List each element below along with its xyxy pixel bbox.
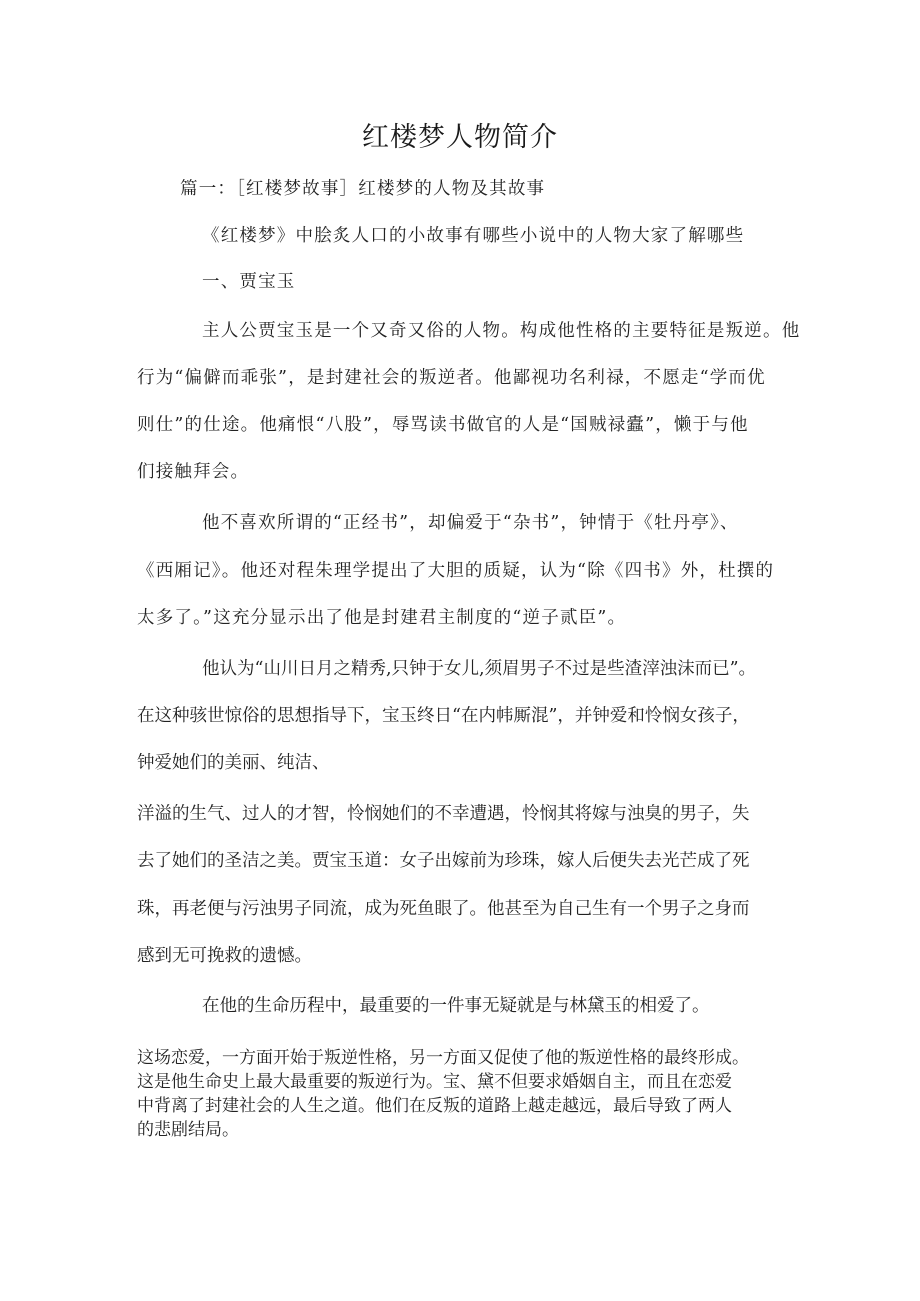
final-paragraph-line-3: 中背离了封建社会的人生之道。他们在反叛的道路上越走越远，最后导致了两人 [137,1096,732,1116]
paragraph-3-line-2: 在这种骇世惊俗的思想指导下，宝玉终日“在内帏厮混”，并钟爱和怜悯女孩子， [137,706,750,726]
final-paragraph-line-2: 这是他生命史上最大最重要的叛逆行为。宝、黛不但要求婚姻自主，而且在恋爱 [137,1072,732,1092]
paragraph-2-line-3: 太多了。”这充分显示出了他是封建君主制度的“逆子贰臣”。 [137,608,627,628]
paragraph-1-line-4: 们接触拜会。 [137,462,250,482]
final-paragraph-line-1: 这场恋爱，一方面开始于叛逆性格，另一方面又促使了他的叛逆性格的最终形成。 [137,1048,749,1068]
intro-line: 《红楼梦》中脍炙人口的小故事有哪些小说中的人物大家了解哪些 [202,226,745,246]
paragraph-3-line-4: 洋溢的生气、过人的才智，怜悯她们的不幸遭遇，怜悯其将嫁与浊臭的男子，失 [137,804,750,824]
paragraph-4-line-1: 在他的生命历程中，最重要的一件事无疑就是与林黛玉的相爱了。 [202,996,710,1016]
section-heading: 一、贾宝玉 [202,272,296,292]
final-paragraph [137,1046,805,1142]
paragraph-2-line-1: 他不喜欢所谓的“正经书”，却偏爱于“杂书”，钟情于《牡丹亭》、 [202,513,739,533]
paragraph-3-line-5: 去了她们的圣洁之美。贾宝玉道：女子出嫁前为珍珠，嫁人后便失去光芒成了死 [137,851,750,871]
paragraph-1-line-1: 主人公贾宝玉是一个又奇又俗的人物。构成他性格的主要特征是叛逆。他 [202,321,801,341]
paragraph-3-line-3: 钟爱她们的美丽、纯洁、 [137,753,330,773]
final-paragraph-line-4: 的悲剧结局。 [137,1120,239,1140]
paragraph-2-line-2: 《西厢记》。他还对程朱理学提出了大胆的质疑，认为“除《四书》外，杜撰的 [137,561,775,581]
paragraph-3-line-6: 珠，再老便与污浊男子同流，成为死鱼眼了。他甚至为自己生有一个男子之身而 [137,899,750,919]
paragraph-3-line-7: 感到无可挽救的遗憾。 [137,946,312,966]
paragraph-1-line-3: 则仕”的仕途。他痛恨“八股”，辱骂读书做官的人是“国贼禄蠹”，懒于与他 [137,415,749,435]
chapter-heading: 篇一：［红楼梦故事］红楼梦的人物及其故事 [180,179,546,199]
page-title: 红楼梦人物简介 [362,122,558,153]
paragraph-1-line-2: 行为“偏僻而乖张”，是封建社会的叛逆者。他鄙视功名利禄，不愿走“学而优 [137,368,766,388]
paragraph-3-line-1: 他认为“山川日月之精秀,只钟于女儿,须眉男子不过是些渣滓浊沫而已”。 [202,659,757,679]
